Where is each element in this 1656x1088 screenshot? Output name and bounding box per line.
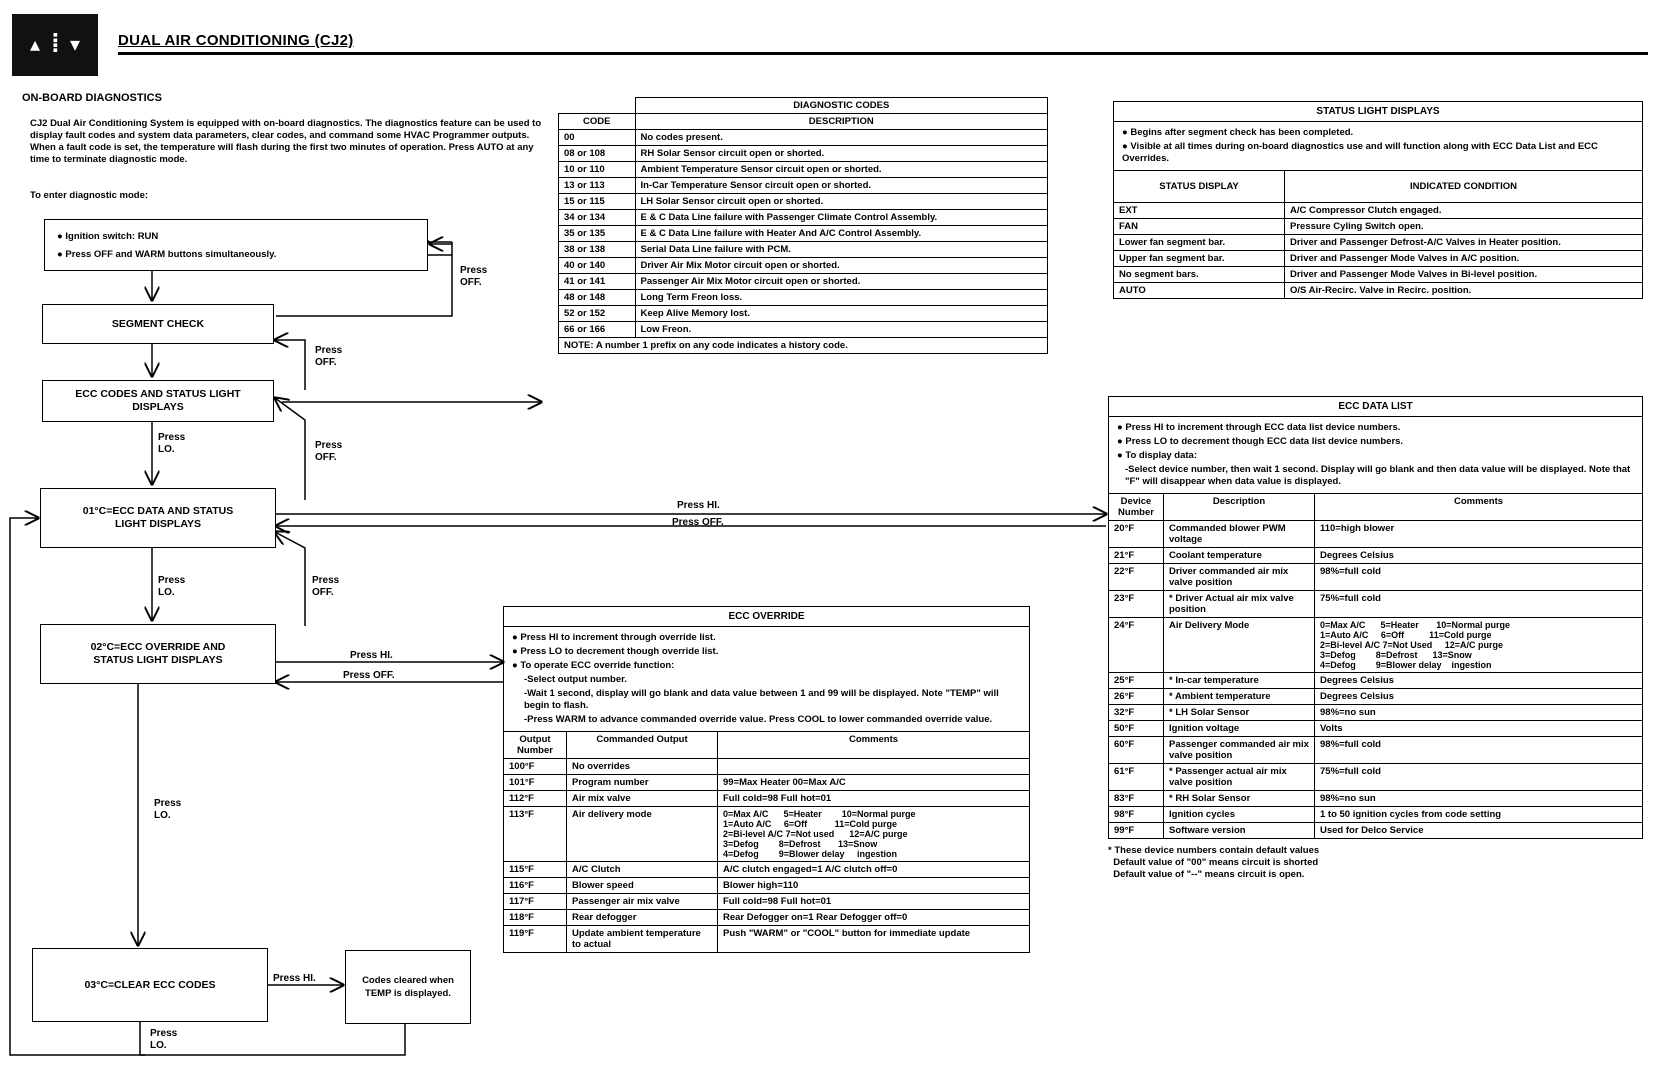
- override-row-cell: 112°F: [504, 791, 567, 807]
- override-row: [504, 791, 1030, 807]
- datalist-row-cell: 60°F: [1109, 737, 1164, 764]
- diag-row: [559, 226, 1048, 242]
- status-light-table: STATUS LIGHT DISPLAYS ● Begins after segment check has been completed. ● Visible at all times during on-board diagnostics use and will function along with ECC Data List and ECC Overrides. STATUS DISPLAY INDICATED CONDITION EXT A/C Compressor Clutch engaged. FAN Pressure Cyling Switch open. Lower fan segment bar. Driver and Passenger Defrost-A/C Valves in Heater position. Upper fan segment bar. Driver and Passenger Mode Valves in A/C position. No segment bars. Driver and Passenger Mode Valves in Bi-level position. AUTO O/S Air-Recirc. Valve in Recirc. position.: [1113, 101, 1643, 299]
- col-description: Description: [1164, 494, 1315, 521]
- status-row-cell: FAN: [1114, 219, 1285, 235]
- codes-cleared-box: Codes cleared when TEMP is displayed.: [345, 950, 471, 1024]
- status-row-cell: Driver and Passenger Mode Valves in A/C position.: [1285, 251, 1643, 267]
- datalist-row-cell: * Ambient temperature: [1164, 689, 1315, 705]
- status-row-cell: O/S Air-Recirc. Valve in Recirc. position.: [1285, 283, 1643, 299]
- arrow-down-icon: ▾: [70, 34, 81, 56]
- col-desc: DESCRIPTION: [635, 114, 1048, 130]
- datalist-sub: -Select device number, then wait 1 second. Display will go blank and then data value will be displayed. Note that "F" will disappear when data value is displayed.: [1125, 464, 1631, 487]
- press-off-label: Press OFF.: [315, 440, 343, 463]
- override-row: [504, 910, 1030, 926]
- diag-row-cell: 13 or 113: [559, 178, 636, 194]
- datalist-row-cell: Driver commanded air mix valve position: [1164, 564, 1315, 591]
- bar-icon: ⁞: [51, 28, 60, 58]
- datalist-row-cell: Software version: [1164, 823, 1315, 839]
- override-row-cell: Air mix valve: [567, 791, 718, 807]
- datalist-row-cell: Ignition voltage: [1164, 721, 1315, 737]
- datalist-row-cell: Used for Delco Service: [1315, 823, 1643, 839]
- col-device: Device Number: [1109, 494, 1164, 521]
- diag-row-cell: 15 or 115: [559, 194, 636, 210]
- datalist-row: [1109, 673, 1643, 689]
- datalist-row-cell: 61°F: [1109, 764, 1164, 791]
- override-row-cell: No overrides: [567, 759, 718, 775]
- diag-row-cell: 38 or 138: [559, 242, 636, 258]
- override-row-cell: Full cold=98 Full hot=01: [718, 791, 1030, 807]
- datalist-row-cell: * Driver Actual air mix valve position: [1164, 591, 1315, 618]
- diag-note: NOTE: A number 1 prefix on any code indicates a history code.: [559, 338, 1048, 354]
- datalist-row-cell: Passenger commanded air mix valve position: [1164, 737, 1315, 764]
- diag-row-cell: LH Solar Sensor circuit open or shorted.: [635, 194, 1048, 210]
- diag-row-cell: Driver Air Mix Motor circuit open or shorted.: [635, 258, 1048, 274]
- col-commanded-output: Commanded Output: [567, 732, 718, 759]
- datalist-row-cell: 26°F: [1109, 689, 1164, 705]
- datalist-row-cell: 50°F: [1109, 721, 1164, 737]
- diag-row-cell: Serial Data Line failure with PCM.: [635, 242, 1048, 258]
- status-row: [1114, 235, 1643, 251]
- override-bullet-1: Press HI to increment through override list.: [520, 632, 716, 643]
- status-row: [1114, 267, 1643, 283]
- ecc-override-table: ECC OVERRIDE ● Press HI to increment through override list. ● Press LO to decrement though override list. ● To operate ECC override function: -Select output number. -Wait 1 second, display will go blank and data value between 1 and 99 will be displayed. Note "TEMP" will begin to flash. -Press WARM to advance commanded override value. Press COOL to lower commanded override value. Output Number Commanded Output Comments 100°F No overrides 101°F Program number 99=Max Heater 00=Max A/C 112°F Air mix valve Full cold=98 Full hot=01 113°F Air delivery mode 0=Max A/C 5=Heater 10=Normal purge 1=Auto A/C 6=Off 11=Cold purge 2=Bi-level A/C 7=Not used 12=A/C purge 3=Defog 8=Defrost 13=Snow 4=Defog 9=Blower delay ingestion 115°F A/C Clutch A/C clutch engaged=1 A/C clutch off=0 116°F Blower speed Blower high=110 117°F Passenger air mix valve Full cold=98 Full hot=01 118°F Rear defogger Rear Defogger on=1 Rear Defogger off=0 119°F Update ambient temperature to actual Push "WARM" or "COOL" button for immediate update: [503, 606, 1030, 953]
- ecc-data-list-table: ECC DATA LIST ● Press HI to increment through ECC data list device numbers. ● Press LO to decrement though ECC data list device numbers. ● To display data: -Select device number, then wait 1 second. Display will go blank and then data value will be displayed. Note that "F" will disappear when data value is displayed. Device Number Description Comments 20°F Commanded blower PWM voltage 110=high blower 21°F Coolant temperature Degrees Celsius 22°F Driver commanded air mix valve position 98%=full cold 23°F * Driver Actual air mix valve position 75%=full cold 24°F Air Delivery Mode 0=Max A/C 5=Heater 10=Normal purge 1=Auto A/C 6=Off 11=Cold purge 2=Bi-level A/C 7=Not Used 12=A/C purge 3=Defog 8=Defrost 13=Snow 4=Defog 9=Blower delay ingestion 25°F * In-car temperature Degrees Celsius 26°F * Ambient temperature Degrees Celsius 32°F * LH Solar Sensor 98%=no sun 50°F Ignition voltage Volts 60°F Passenger commanded air mix valve position 98%=full cold 61°F * Passenger actual air mix valve position 75%=full cold 83°F * RH Solar Sensor 98%=no sun 98°F Ignition cycles 1 to 50 ignition cycles from code setting 99°F Software version Used for Delco Service * These device numbers contain default values Default value of "00" means circuit is shorted Default value of "--" means circuit is open.: [1108, 396, 1643, 881]
- status-bullet-1: Begins after segment check has been completed.: [1130, 127, 1354, 138]
- enter-text: To enter diagnostic mode:: [30, 190, 149, 201]
- override-row-cell: Air delivery mode: [567, 807, 718, 862]
- diag-row-cell: Keep Alive Memory lost.: [635, 306, 1048, 322]
- diag-row: [559, 210, 1048, 226]
- datalist-row: [1109, 521, 1643, 548]
- press-lo-label: Press LO.: [158, 575, 186, 598]
- col-comments: Comments: [1315, 494, 1643, 521]
- press-hi-label: Press HI.: [350, 650, 393, 661]
- override-row: [504, 759, 1030, 775]
- override-row-cell: 117°F: [504, 894, 567, 910]
- status-row: [1114, 283, 1643, 299]
- override-row-cell: Blower high=110: [718, 878, 1030, 894]
- datalist-row: [1109, 548, 1643, 564]
- intro-text: CJ2 Dual Air Conditioning System is equipped with on-board diagnostics. The diagnostics feature can be used to display fault codes and system data parameters, clear codes, and command some HVAC Programmer outputs. When a fault code is set, the temperature will flash during the first two minutes of operation. Press AUTO at any time to terminate diagnostic mode.: [30, 118, 542, 165]
- datalist-row: [1109, 591, 1643, 618]
- datalist-row: [1109, 737, 1643, 764]
- status-row-cell: No segment bars.: [1114, 267, 1285, 283]
- press-lo-label: Press LO.: [158, 432, 186, 455]
- override-row: [504, 878, 1030, 894]
- datalist-row-cell: 83°F: [1109, 791, 1164, 807]
- datalist-row-cell: 25°F: [1109, 673, 1164, 689]
- datalist-row: [1109, 564, 1643, 591]
- diag-row: [559, 194, 1048, 210]
- datalist-row-cell: 20°F: [1109, 521, 1164, 548]
- diag-row-cell: 48 or 148: [559, 290, 636, 306]
- diag-row-cell: Passenger Air Mix Motor circuit open or shorted.: [635, 274, 1048, 290]
- datalist-row-cell: * In-car temperature: [1164, 673, 1315, 689]
- start-step-1: Ignition switch: RUN: [65, 230, 159, 242]
- diag-row: [559, 146, 1048, 162]
- datalist-row-cell: 75%=full cold: [1315, 591, 1643, 618]
- diag-row: [559, 178, 1048, 194]
- press-lo-label: Press LO.: [150, 1028, 178, 1051]
- diag-row: [559, 258, 1048, 274]
- col-condition: INDICATED CONDITION: [1285, 171, 1643, 203]
- status-row-cell: Driver and Passenger Mode Valves in Bi-level position.: [1285, 267, 1643, 283]
- diag-row-cell: 52 or 152: [559, 306, 636, 322]
- override-row: [504, 862, 1030, 878]
- datalist-row-cell: Degrees Celsius: [1315, 548, 1643, 564]
- col-code: CODE: [559, 114, 636, 130]
- datalist-bullet-1: Press HI to increment through ECC data list device numbers.: [1125, 422, 1401, 433]
- datalist-row-cell: 0=Max A/C 5=Heater 10=Normal purge 1=Auto A/C 6=Off 11=Cold purge 2=Bi-level A/C 7=Not Used 12=A/C purge 3=Defog 8=Defrost 13=Snow 4=Defog 9=Blower delay ingestion: [1315, 618, 1643, 673]
- override-row-cell: Push "WARM" or "COOL" button for immediate update: [718, 926, 1030, 953]
- datalist-bullet-2: Press LO to decrement though ECC data list device numbers.: [1125, 436, 1404, 447]
- datalist-row: [1109, 618, 1643, 673]
- press-off-label: Press OFF.: [315, 345, 343, 368]
- diag-row: [559, 290, 1048, 306]
- datalist-row-cell: Commanded blower PWM voltage: [1164, 521, 1315, 548]
- datalist-row-cell: * RH Solar Sensor: [1164, 791, 1315, 807]
- diag-row-cell: RH Solar Sensor circuit open or shorted.: [635, 146, 1048, 162]
- status-row-cell: Upper fan segment bar.: [1114, 251, 1285, 267]
- override-row-cell: 0=Max A/C 5=Heater 10=Normal purge 1=Auto A/C 6=Off 11=Cold purge 2=Bi-level A/C 7=Not used 12=A/C purge 3=Defog 8=Defrost 13=Snow 4=Defog 9=Blower delay ingestion: [718, 807, 1030, 862]
- override-row-cell: Program number: [567, 775, 718, 791]
- datalist-row-cell: 98%=no sun: [1315, 705, 1643, 721]
- diagnostic-codes-table: [558, 97, 1048, 354]
- datalist-row-cell: Degrees Celsius: [1315, 673, 1643, 689]
- press-off-label: Press OFF.: [343, 670, 395, 681]
- diag-row: [559, 130, 1048, 146]
- datalist-row-cell: 21°F: [1109, 548, 1164, 564]
- status-row-cell: A/C Compressor Clutch engaged.: [1285, 203, 1643, 219]
- override-row-cell: 116°F: [504, 878, 567, 894]
- press-hi-label: Press HI.: [677, 500, 720, 511]
- override-bullet-2: Press LO to decrement though override list.: [520, 646, 719, 657]
- start-box: ● Ignition switch: RUN ● Press OFF and WARM buttons simultaneously.: [44, 219, 428, 271]
- press-off-label: Press OFF.: [312, 575, 340, 598]
- override-sub-1: -Select output number.: [524, 674, 627, 685]
- override-title: ECC OVERRIDE: [503, 606, 1030, 626]
- status-row-cell: AUTO: [1114, 283, 1285, 299]
- segment-check-box: SEGMENT CHECK: [42, 304, 274, 344]
- override-row-cell: 113°F: [504, 807, 567, 862]
- diag-row-cell: No codes present.: [635, 130, 1048, 146]
- diag-row: [559, 242, 1048, 258]
- status-row: [1114, 251, 1643, 267]
- override-row: [504, 775, 1030, 791]
- status-row: [1114, 203, 1643, 219]
- col-status: STATUS DISPLAY: [1114, 171, 1285, 203]
- override-sub-3: -Press WARM to advance commanded override value. Press COOL to lower commanded override value.: [524, 714, 993, 725]
- datalist-title: ECC DATA LIST: [1108, 396, 1643, 416]
- datalist-row: [1109, 721, 1643, 737]
- status-row-cell: Pressure Cyling Switch open.: [1285, 219, 1643, 235]
- override-row-cell: A/C Clutch: [567, 862, 718, 878]
- status-bullet-2: Visible at all times during on-board diagnostics use and will function along with ECC Data List and ECC Overrides.: [1122, 141, 1598, 164]
- override-row-cell: 115°F: [504, 862, 567, 878]
- override-sub-2: -Wait 1 second, display will go blank and data value between 1 and 99 will be displayed. Note "TEMP" will begin to flash.: [524, 688, 999, 711]
- datalist-footnote: * These device numbers contain default values Default value of "00" means circuit is shorted Default value of "--" means circuit is open.: [1108, 845, 1320, 880]
- diag-row-cell: In-Car Temperature Sensor circuit open or shorted.: [635, 178, 1048, 194]
- diag-row-cell: Long Term Freon loss.: [635, 290, 1048, 306]
- diag-row: [559, 162, 1048, 178]
- status-row-cell: Driver and Passenger Defrost-A/C Valves in Heater position.: [1285, 235, 1643, 251]
- override-row-cell: Blower speed: [567, 878, 718, 894]
- datalist-row-cell: 99°F: [1109, 823, 1164, 839]
- datalist-row: [1109, 807, 1643, 823]
- datalist-bullet-3: To display data:: [1125, 450, 1198, 461]
- diag-row: [559, 306, 1048, 322]
- press-hi-label: Press HI.: [273, 973, 316, 984]
- override-row-cell: 99=Max Heater 00=Max A/C: [718, 775, 1030, 791]
- datalist-row-cell: 110=high blower: [1315, 521, 1643, 548]
- datalist-row-cell: 75%=full cold: [1315, 764, 1643, 791]
- datalist-row-cell: 98%=no sun: [1315, 791, 1643, 807]
- diag-row-cell: 34 or 134: [559, 210, 636, 226]
- datalist-row-cell: * Passenger actual air mix valve position: [1164, 764, 1315, 791]
- datalist-row-cell: 23°F: [1109, 591, 1164, 618]
- override-row-cell: Update ambient temperature to actual: [567, 926, 718, 953]
- override-row-cell: 101°F: [504, 775, 567, 791]
- arrow-up-icon: ▴: [30, 34, 41, 56]
- diag-row-cell: E & C Data Line failure with Passenger Climate Control Assembly.: [635, 210, 1048, 226]
- ecc-codes-box: ECC CODES AND STATUS LIGHT DISPLAYS: [42, 380, 274, 422]
- datalist-row-cell: 22°F: [1109, 564, 1164, 591]
- override-row-cell: Rear defogger: [567, 910, 718, 926]
- datalist-row-cell: 98%=full cold: [1315, 737, 1643, 764]
- diag-row-cell: Low Freon.: [635, 322, 1048, 338]
- datalist-row-cell: Ignition cycles: [1164, 807, 1315, 823]
- start-step-2: Press OFF and WARM buttons simultaneously.: [65, 248, 277, 260]
- diag-row-cell: Ambient Temperature Sensor circuit open or shorted.: [635, 162, 1048, 178]
- override-row-cell: Rear Defogger on=1 Rear Defogger off=0: [718, 910, 1030, 926]
- datalist-row: [1109, 791, 1643, 807]
- datalist-row-cell: 98%=full cold: [1315, 564, 1643, 591]
- datalist-row: [1109, 689, 1643, 705]
- override-row-cell: 119°F: [504, 926, 567, 953]
- override-row-cell: Full cold=98 Full hot=01: [718, 894, 1030, 910]
- override-row-cell: [718, 759, 1030, 775]
- clear-codes-box: 03°C=CLEAR ECC CODES: [32, 948, 268, 1022]
- diag-row-cell: 41 or 141: [559, 274, 636, 290]
- diag-row: [559, 322, 1048, 338]
- diag-row-cell: 10 or 110: [559, 162, 636, 178]
- override-row: [504, 807, 1030, 862]
- ecc-override-box: 02°C=ECC OVERRIDE AND STATUS LIGHT DISPLAYS: [40, 624, 276, 684]
- datalist-row-cell: Air Delivery Mode: [1164, 618, 1315, 673]
- status-row: [1114, 219, 1643, 235]
- datalist-row-cell: 1 to 50 ignition cycles from code setting: [1315, 807, 1643, 823]
- override-row-cell: Passenger air mix valve: [567, 894, 718, 910]
- diag-row: [559, 274, 1048, 290]
- ecc-data-box: 01°C=ECC DATA AND STATUS LIGHT DISPLAYS: [40, 488, 276, 548]
- diag-row-cell: E & C Data Line failure with Heater And A/C Control Assembly.: [635, 226, 1048, 242]
- diag-row-cell: 08 or 108: [559, 146, 636, 162]
- datalist-row-cell: 24°F: [1109, 618, 1164, 673]
- status-title: STATUS LIGHT DISPLAYS: [1113, 101, 1643, 121]
- override-row-cell: 118°F: [504, 910, 567, 926]
- diag-row-cell: 35 or 135: [559, 226, 636, 242]
- press-off-label: Press OFF.: [460, 265, 488, 288]
- override-bullet-3: To operate ECC override function:: [520, 660, 675, 671]
- override-row: [504, 894, 1030, 910]
- datalist-row-cell: Coolant temperature: [1164, 548, 1315, 564]
- col-comments: Comments: [718, 732, 1030, 759]
- datalist-row: [1109, 823, 1643, 839]
- diag-row-cell: 40 or 140: [559, 258, 636, 274]
- datalist-row-cell: 32°F: [1109, 705, 1164, 721]
- status-row-cell: EXT: [1114, 203, 1285, 219]
- diag-row-cell: 66 or 166: [559, 322, 636, 338]
- datalist-row: [1109, 705, 1643, 721]
- override-row-cell: A/C clutch engaged=1 A/C clutch off=0: [718, 862, 1030, 878]
- status-row-cell: Lower fan segment bar.: [1114, 235, 1285, 251]
- datalist-row-cell: Volts: [1315, 721, 1643, 737]
- datalist-row-cell: 98°F: [1109, 807, 1164, 823]
- override-row-cell: 100°F: [504, 759, 567, 775]
- section-title: ON-BOARD DIAGNOSTICS: [22, 92, 162, 104]
- press-lo-label: Press LO.: [154, 798, 182, 821]
- press-off-label: Press OFF.: [672, 517, 724, 528]
- override-row: [504, 926, 1030, 953]
- col-output-number: Output Number: [504, 732, 567, 759]
- diag-row-cell: 00: [559, 130, 636, 146]
- datalist-row-cell: Degrees Celsius: [1315, 689, 1643, 705]
- diag-title: DIAGNOSTIC CODES: [635, 98, 1048, 114]
- datalist-row-cell: * LH Solar Sensor: [1164, 705, 1315, 721]
- datalist-row: [1109, 764, 1643, 791]
- page-title: DUAL AIR CONDITIONING (CJ2): [118, 32, 354, 49]
